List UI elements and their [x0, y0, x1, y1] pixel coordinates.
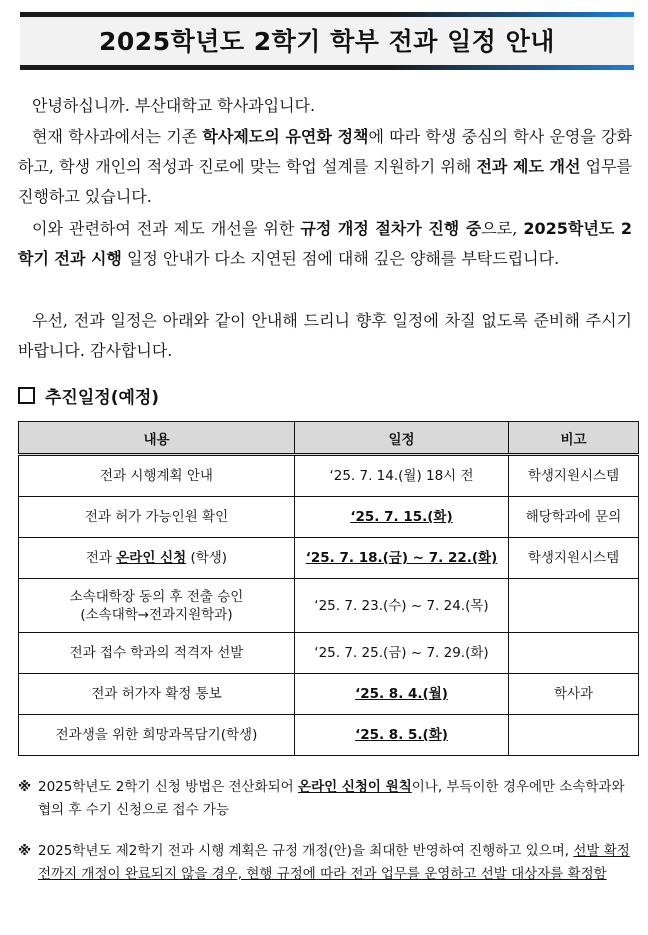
content-text: 전과 [85, 550, 117, 566]
intro-bold-reform: 전과 제도 개선 [476, 157, 581, 176]
date-emphasis: ‘25. 8. 4.(월) [355, 686, 448, 702]
note-text-part: 2025학년도 제2학기 전과 시행 계획은 규정 개정(안)을 최대한 반영하여 진행하고 있으며, [38, 843, 574, 859]
cell-note [509, 633, 639, 674]
table-row [19, 538, 639, 579]
content-emphasis: 온라인 신청 [116, 550, 187, 566]
date-emphasis: ‘25. 7. 18.(금) ~ 7. 22.(화) [305, 550, 498, 566]
header-date: 일정 [295, 422, 509, 455]
cell-content: 전과 허가 가능인원 확인 [19, 497, 295, 538]
cell-note [509, 715, 639, 756]
intro-text-1: 현재 학사과에서는 기존 [32, 127, 203, 146]
checkbox-square-icon [18, 387, 35, 404]
delay-text-2: 으로, [481, 219, 524, 238]
cell-content: 전과 허가자 확정 통보 [19, 674, 295, 715]
delay-text-1: 이와 관련하여 전과 제도 개선을 위한 [32, 219, 301, 238]
cell-note: 학생지원시스템 [509, 538, 639, 579]
note-emphasis: 온라인 신청이 원칙 [298, 779, 412, 795]
reference-mark-icon: ※ [18, 779, 32, 795]
intro-bold-policy: 학사제도의 유연화 정책 [202, 127, 369, 146]
table-row [19, 579, 639, 633]
note-text [38, 840, 638, 886]
title-banner [20, 12, 634, 70]
table-row [19, 633, 639, 674]
header-note: 비고 [509, 422, 639, 455]
content-line: 소속대학장 동의 후 전출 승인 [69, 588, 244, 605]
note-underlined: 선발 확정 전까지 개정이 완료되지 않을 경우, 현행 규정에 따라 전과 업무를 운영하고 선발 대상자를 확정함 [38, 843, 630, 882]
cell-note: 학생지원시스템 [509, 455, 639, 497]
table-row [19, 674, 639, 715]
title-bottom-bar [20, 65, 634, 70]
date-emphasis: ‘25. 7. 15.(화) [350, 509, 453, 525]
title-top-bar [20, 12, 634, 17]
page-title: 2025학년도 2학기 학부 전과 일정 안내 [99, 27, 555, 56]
cell-content: 전과 접수 학과의 적격자 선발 [19, 633, 295, 674]
note-text-part: 2025학년도 2학기 신청 방법은 전산화되어 [38, 779, 299, 795]
cell-date [295, 674, 509, 715]
greeting-paragraph: 안녕하십니까. 부산대학교 학사과입니다. [32, 96, 316, 115]
section-title: 추진일정(예정) [45, 387, 160, 408]
table-row [19, 455, 639, 497]
delay-bold-semester: 2025학년도 2학기 전과 시행 [18, 219, 632, 268]
note-online-application [18, 776, 638, 822]
closing-paragraph: 우선, 전과 일정은 아래와 같이 안내해 드리니 향후 일정에 차질 없도록 준비해 주시기 바랍니다. 감사합니다. [18, 311, 632, 360]
schedule-table [18, 421, 639, 756]
intro-text-2: 에 따라 학생 중심의 학사 운영을 강화하고, 학생 개인의 적성과 진로에 맞는 학업 설계를 지원하기 위해 [18, 127, 633, 176]
table-row [19, 497, 639, 538]
table-row [19, 715, 639, 756]
note-text-part: 이나, 부득이한 경우에만 소속학과와 협의 후 수기 신청으로 접수 가능 [38, 779, 625, 818]
cell-date: ‘25. 7. 14.(월) 18시 전 [295, 455, 509, 497]
delay-text-3: 일정 안내가 다소 지연된 점에 대해 깊은 양해를 부탁드립니다. [121, 249, 560, 268]
content-text: (학생) [186, 550, 228, 566]
delay-paragraph [18, 214, 632, 274]
delay-bold-revision: 규정 개정 절차가 진행 중 [300, 219, 482, 238]
note-text [38, 776, 638, 822]
cell-date: ‘25. 7. 25.(금) ~ 7. 29.(화) [295, 633, 509, 674]
cell-date [295, 538, 509, 579]
cell-note: 해당학과에 문의 [509, 497, 639, 538]
cell-date [295, 497, 509, 538]
table-header-row [19, 422, 639, 455]
cell-content: 전과생을 위한 희망과목담기(학생) [19, 715, 295, 756]
content-line: (소속대학→전과지원학과) [80, 606, 233, 623]
note-regulation [18, 840, 638, 886]
date-emphasis: ‘25. 8. 5.(화) [355, 727, 448, 743]
section-heading [18, 381, 159, 409]
reference-mark-icon: ※ [18, 843, 32, 859]
intro-text-3: 업무를 진행하고 있습니다. [18, 157, 632, 206]
cell-content [19, 579, 295, 633]
cell-date [295, 715, 509, 756]
cell-date: ‘25. 7. 23.(수) ~ 7. 24.(목) [295, 579, 509, 633]
cell-content: 전과 시행계획 안내 [19, 455, 295, 497]
cell-note [509, 579, 639, 633]
cell-note: 학사과 [509, 674, 639, 715]
header-content: 내용 [19, 422, 295, 455]
intro-paragraph [18, 122, 632, 212]
cell-content [19, 538, 295, 579]
